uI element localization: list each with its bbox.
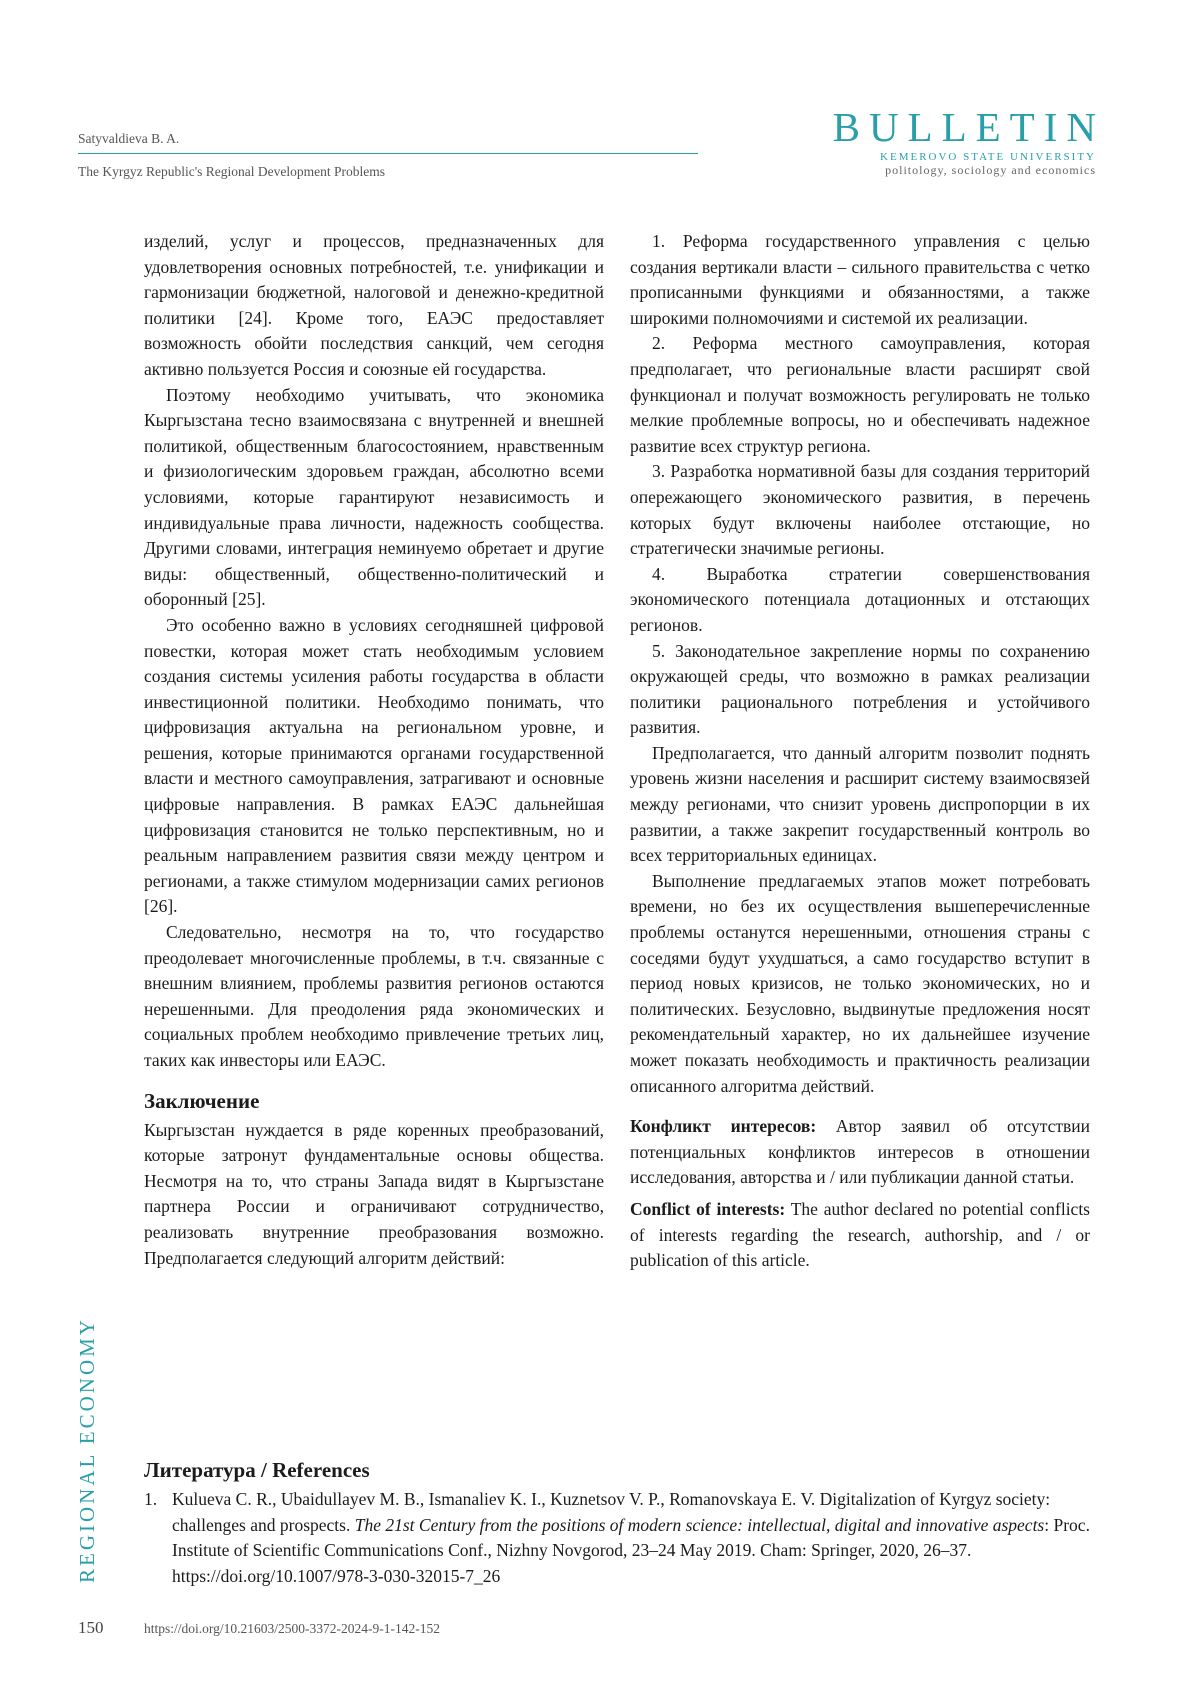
reference-text [172,1487,1090,1589]
conflict-ru-text: Автор заявил об отсутствии потенциальных конфликтов интересов в отношении исследования, авторства и / или публикации данной статьи. [630,1116,1090,1188]
journal-brand [832,104,1105,178]
conflict-en-text: The author declared no potential conflicts of interests regarding the research, authorship, and / or publication of this article. [630,1198,1090,1271]
conflict-ru-label: Конфликт интересов: [630,1116,817,1137]
left-column [144,229,604,1271]
brand-university: KEMEROVO STATE UNIVERSITY [880,151,1096,163]
paragraph: изделий, услуг и процессов, предназначенных для удовлетворения основных потребностей, т.е. унификации и гармонизации бюджетной, налоговой и денежно-кредитной политики [24]. Кроме того, ЕАЭС предоставляет возможность обойти последствия санкций, чем сегодня активно пользуется Россия и союзные ей государства. [144,231,604,379]
header-article-title: The Kyrgyz Republic's Regional Development Problems [78,164,385,179]
page-number: 150 [78,1618,104,1637]
brand-subtitle: politology, sociology and economics [885,163,1096,177]
paragraph: Поэтому необходимо учитывать, что экономика Кыргызстана тесно взаимосвязана с внутренней и внешней политикой, общественным благосостоянием, нравственным и физиологическим здоровьем граждан, абсолютно всеми условиями, которые гарантируют независимость и индивидуальные права личности, надежность сообщества. Другими словами, интеграция неминуемо обретает и другие виды: общественный, общественно-политический и оборонный [25]. [144,384,604,610]
reference-publication-details: : Proc. Institute of Scientific Communications Conf., Nizhny Novgorod, 23–24 May 2019. Cham: Springer, 2020, 26–37. https://doi.org/10.1007/978-3-030-32015-7_26 [172,1514,1090,1586]
section-sidebar-label: REGIONAL ECONOMY [75,1317,99,1583]
paragraph: Кыргызстан нуждается в ряде коренных преобразований, которые затронут фундаментальные основы общества. Несмотря на то, что страны Запада видят в Кыргызстане партнера России и ограничивают сотрудничество, реализовать внутренние преобразования возможно. Предполагается следующий алгоритм действий: [144,1119,604,1268]
references-heading: Литература / References [144,1458,370,1482]
list-item: 3. Разработка нормативной базы для создания территорий опережающего экономического развития, в перечень которых будут включены наиболее отстающие, но стратегически значимые регионы. [630,461,1090,559]
section-heading-conclusion: Заключение [144,1088,260,1113]
brand-name: BULLETIN [832,104,1105,150]
paragraph: Предполагается, что данный алгоритм позволит поднять уровень жизни населения и расширит систему взаимосвязей между регионами, что снизит уровень диспропорции в их развитии, а также закрепит государственный контроль во всех территориальных единицах. [630,742,1090,866]
right-column [630,229,1090,1274]
references-section [144,1457,1090,1589]
list-item: 4. Выработка стратегии совершенствования экономического потенциала дотационных и отстающих регионов. [630,563,1090,635]
conflict-of-interest-en [630,1197,1090,1274]
reference-source-title: The 21st Century from the positions of modern science: intellectual, digital and innovative aspects [354,1514,1045,1535]
paragraph: Следовательно, несмотря на то, что государство преодолевает многочисленные проблемы, в т.ч. связанные с внешним влиянием, проблемы развития регионов остаются нерешенными. Для преодоления ряда экономических и социальных проблем необходимо привлечение третьих лиц, таких как инвесторы или ЕАЭС. [144,922,604,1070]
header-author: Satyvaldieva B. A. [78,131,180,146]
reference-authors-title: Kulueva C. R., Ubaidullayev M. B., Ismanaliev K. I., Kuznetsov V. P., Romanovskaya E. V. Digitalization of Kyrgyz society: challenges and prospects. [172,1489,1051,1535]
list-item: 2. Реформа местного самоуправления, которая предполагает, что региональные власти расширят свой функционал и получат возможность регулировать не только мелкие проблемные вопросы, но и обеспечивать надежное развитие всех структур региона. [630,333,1090,456]
conflict-of-interest-ru [630,1114,1090,1191]
conflict-en-label: Conflict of interests: [630,1198,786,1219]
footer-doi-link[interactable]: https://doi.org/10.21603/2500-3372-2024-9-1-142-152 [144,1621,440,1636]
list-item: 1. Реформа государственного управления с целью создания вертикали власти – сильного правительства с четко прописанными функциями и обязанностями, а также широкими полномочиями и системой их реализации. [630,231,1090,328]
reference-item [144,1487,1090,1589]
header-divider [78,153,698,154]
reference-number: 1. [144,1489,158,1509]
paragraph: Выполнение предлагаемых этапов может потребовать времени, но без их осуществления вышеперечисленные проблемы останутся нерешенными, отношения страны с соседями будут ухудшаться, а само государство вступит в период новых кризисов, не только экономических, но и политических. Безусловно, выдвинутые предложения носят рекомендательный характер, но их дальнейшее изучение может показать необходимость и практичность реализации описанного алгоритма действий. [630,870,1090,1096]
paragraph: Это особенно важно в условиях сегодняшней цифровой повестки, которая может стать необходимым условием создания системы усиления работы государства в области инвестиционной политики. Необходимо понимать, что цифровизация актуальна на региональном уровне, и решения, которые принимаются органами государственной власти и местного самоуправления, затрагивают и основные цифровые направления. В рамках ЕАЭС дальнейшая цифровизация становится не только перспективным, но и реальным направлением развития связи между центром и регионами, а также стимулом модернизации самих регионов [26]. [144,614,604,917]
list-item: 5. Законодательное закрепление нормы по сохранению окружающей среды, что возможно в рамках реализации политики рационального потребления и устойчивого развития. [630,640,1090,738]
